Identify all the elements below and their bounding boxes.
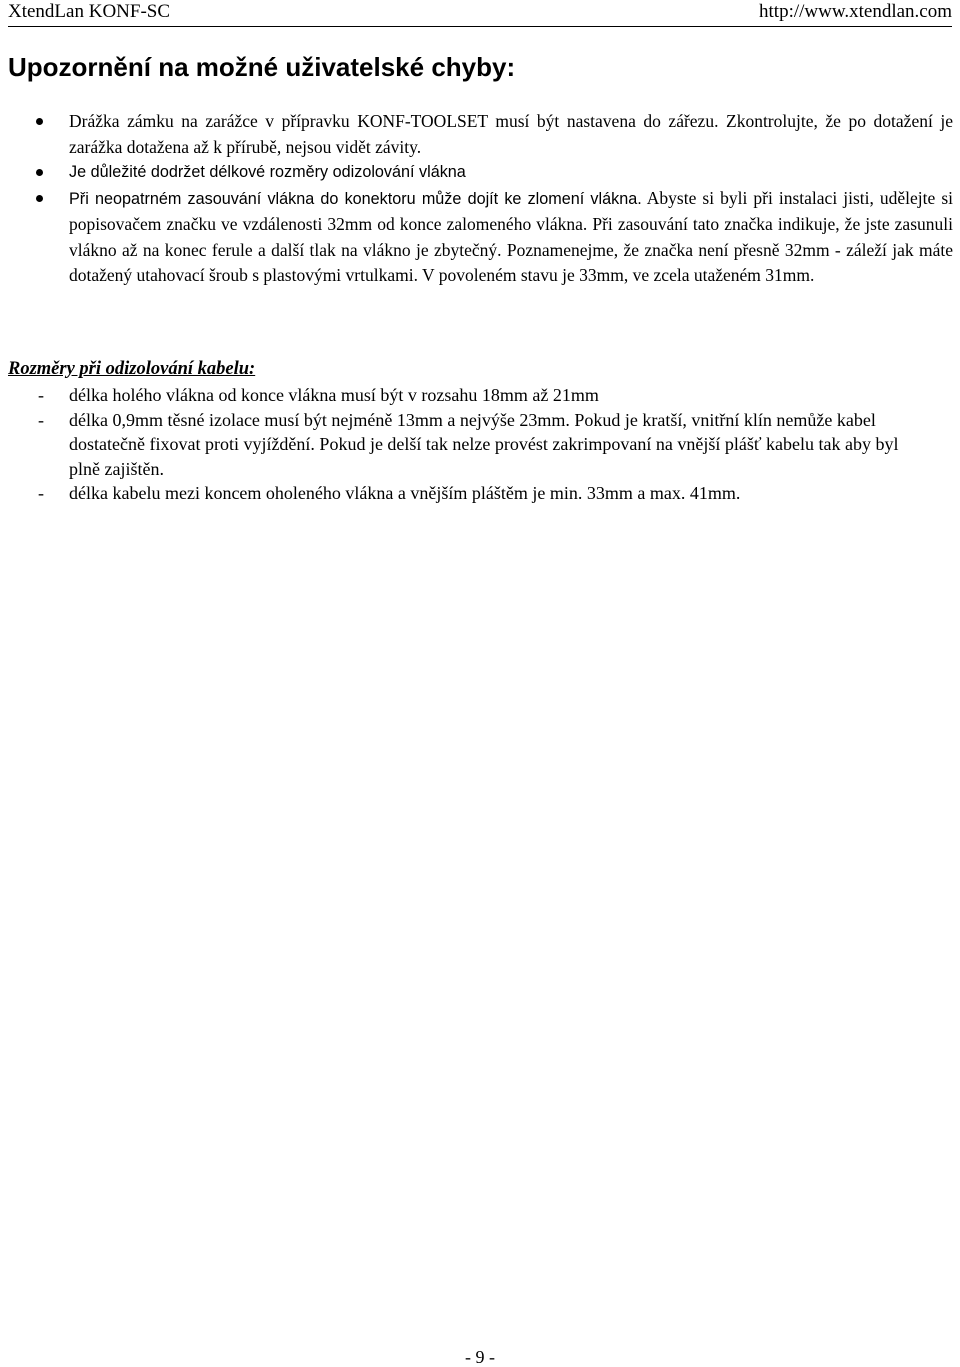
list-item <box>0 408 960 482</box>
bullet-text-serif-part: Abyste si byli při instalaci jisti, udělejte si popisovačem značku ve vzdálenosti 32mm od konce zalomeného vlákna. Při zasouvání tato značka indikuje, že jste zasunuli vlákno až na konec ferule a další tlak na vlákno je zbytečný. Poznamenejme, že značka není přesně 32mm - záleží jak máte dotažený utahovací šroub s plastovými vrtulkami. V povoleném stavu je 33mm, ve zcela utaženém 31mm. <box>69 187 953 285</box>
stripping-dimensions-list <box>0 383 960 506</box>
bullet-dot-icon <box>36 118 43 125</box>
page-header <box>8 0 952 27</box>
list-item <box>0 109 960 160</box>
section-heading: Rozměry při odizolování kabelu: <box>8 359 256 379</box>
dash-marker: - <box>38 385 44 405</box>
list-item <box>0 383 960 408</box>
bullet-text-sans-part: Při neopatrném zasouvání vlákna do konektoru může dojít ke zlomení vlákna. <box>69 189 642 208</box>
bullet-text: Je důležité dodržet délkové rozměry odizolování vlákna <box>69 163 466 181</box>
dash-marker: - <box>38 483 44 503</box>
list-item <box>0 481 960 506</box>
bullet-text: Drážka zámku na zarážce v přípravku KONF-TOOLSET musí být nastavena do zářezu. Zkontrolujte, že po dotažení je zarážka dotažena až k přírubě, nejsou vidět závity. <box>69 111 953 157</box>
header-document-title: XtendLan KONF-SC <box>8 1 171 22</box>
header-website-url: http://www.xtendlan.com <box>759 1 952 22</box>
page-number: - 9 - <box>465 1347 495 1367</box>
list-item <box>0 160 960 186</box>
warning-list <box>0 109 960 289</box>
bullet-text <box>69 186 953 289</box>
list-item-text: délka 0,9mm těsné izolace musí být nejméně 13mm a nejvýše 23mm. Pokud je kratší, vnitřní klín nemůže kabel dostatečně fixovat proti vyjíždění. Pokud je delší tak nelze provést zakrimpovaní na vnější plášť kabelu tak aby byl plně zajištěn. <box>69 409 899 479</box>
list-item <box>0 186 960 289</box>
bullet-dot-icon <box>36 195 43 202</box>
bullet-dot-icon <box>36 169 43 176</box>
warning-heading: Upozornění na možné uživatelské chyby: <box>8 52 516 82</box>
list-item-text: délka holého vlákna od konce vlákna musí být v rozsahu 18mm až 21mm <box>69 385 599 405</box>
dash-marker: - <box>38 409 44 430</box>
list-item-text: délka kabelu mezi koncem oholeného vlákna a vnějším pláštěm je min. 33mm a max. 41mm. <box>69 483 741 503</box>
